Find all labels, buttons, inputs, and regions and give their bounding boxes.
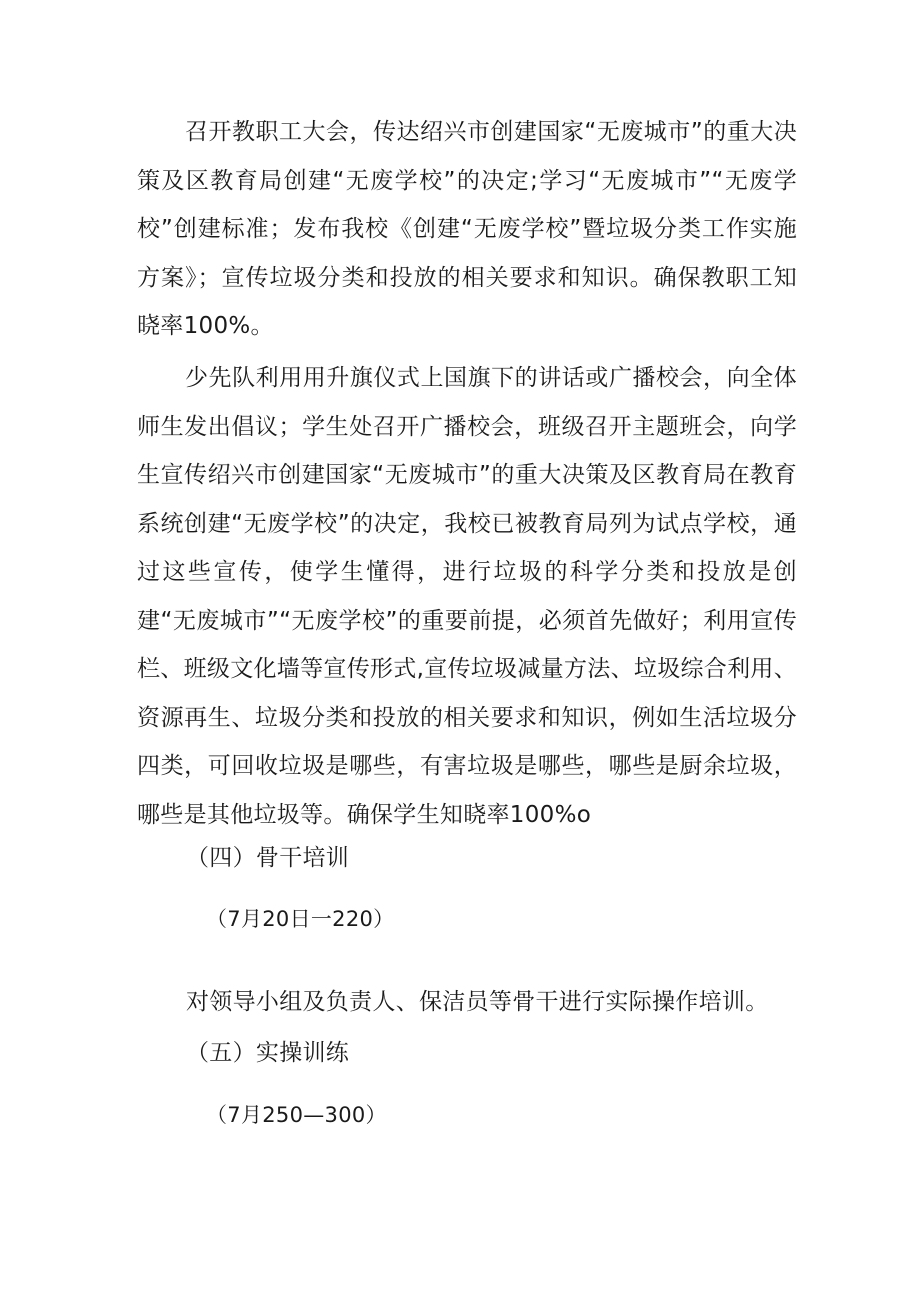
paragraph-backbone-training: 对领导小组及负责人、保洁员等骨干进行实际操作培训。	[186, 989, 769, 1015]
section-heading-backbone-training: （四）骨干培训	[186, 845, 350, 871]
section-date-backbone-training: （7月20日一220）	[206, 907, 395, 931]
paragraph-staff-meeting: 召开教职工大会，传达绍兴市创建国家“无废城市”的重大决策及区教育局创建“无废学校”的决定;学习“无废城市”“无废学校”创建标准；发布我校《创建“无废学校”暨垃圾分类工作实施方案》；宣传垃圾分类和投放的相关要求和知识。确保教职工知晓率100%。	[137, 119, 797, 339]
section-date-practical-drill: （7月250—300）	[206, 1103, 387, 1127]
section-heading-practical-drill: （五）实操训练	[186, 1040, 350, 1066]
paragraph-student-publicity: 少先队利用用升旗仪式上国旗下的讲话或广播校会，向全体师生发出倡议；学生处召开广播校会，班级召开主题班会，向学生宣传绍兴市创建国家“无废城市”的重大决策及区教育局在教育系统创建“无废学校”的决定，我校已被教育局列为试点学校，通过这些宣传，使学生懂得，进行垃圾的科学分类和投放是创建“无废城市”“无废学校”的重要前提，必须首先做好；利用宣传栏、班级文化墙等宣传形式,宣传垃圾减量方法、垃圾综合利用、资源再生、垃圾分类和投放的相关要求和知识，例如生活垃圾分四类，可回收垃圾是哪些，有害垃圾是哪些，哪些是厨余垃圾，哪些是其他垃圾等。确保学生知晓率100%o	[137, 365, 798, 828]
